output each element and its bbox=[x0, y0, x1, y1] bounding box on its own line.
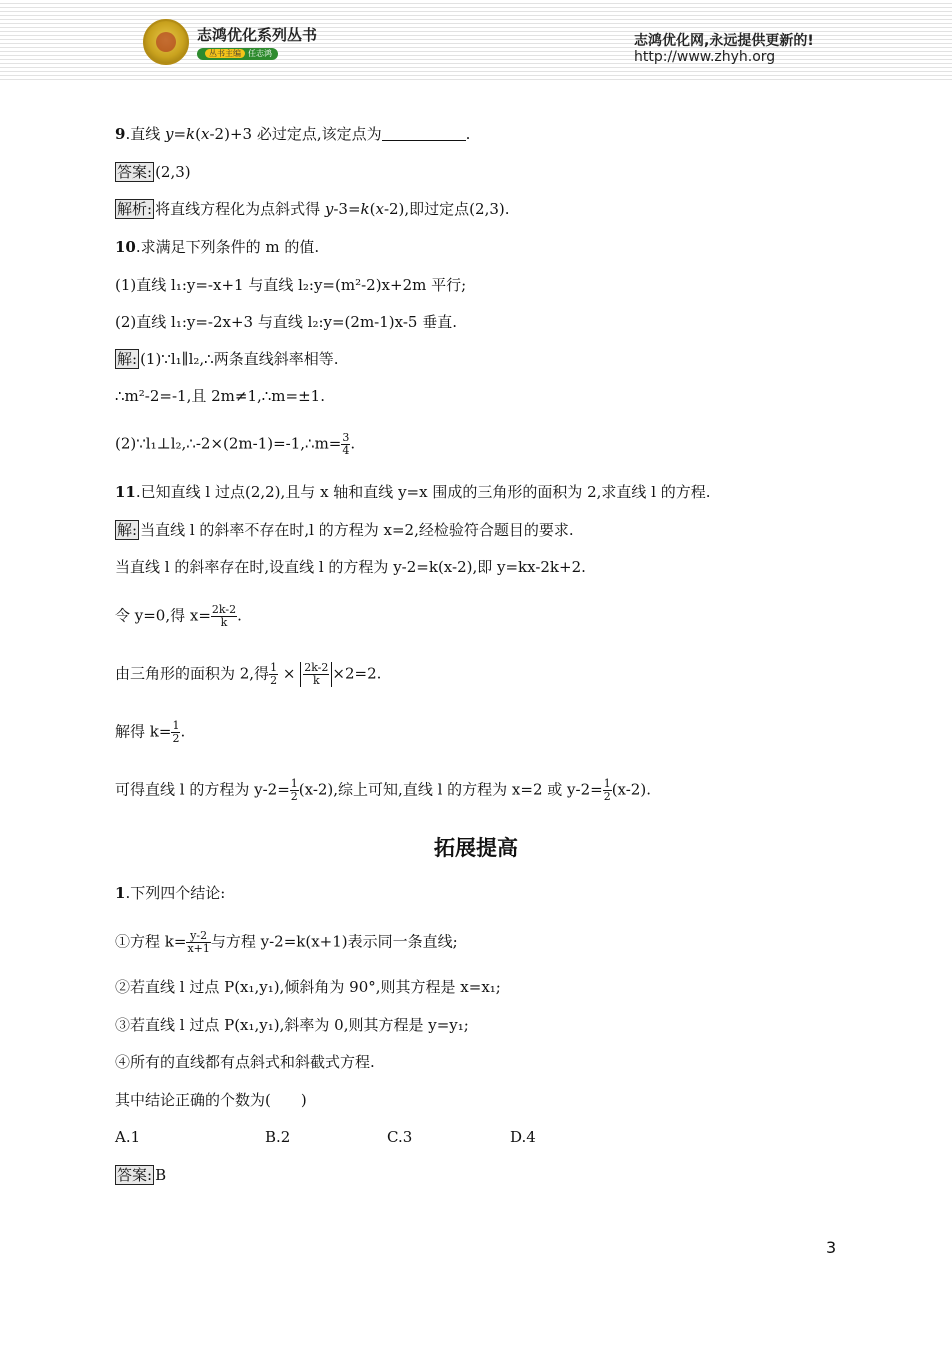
t1-conclusion-1 bbox=[115, 930, 458, 955]
q9-text-b: +3 必过定点,该定点为 bbox=[229, 125, 382, 143]
fraction bbox=[603, 778, 612, 803]
fraction-numerator: 1 bbox=[603, 777, 611, 790]
q11-solution-4-text-b: ×2=2. bbox=[332, 664, 382, 683]
brand-tag-editor-label: 丛书主编 bbox=[205, 49, 245, 58]
section-title: 拓展提高 bbox=[434, 836, 518, 860]
q11-solution-6-text-c: (x-2). bbox=[611, 780, 651, 799]
t1-question: 其中结论正确的个数为( ) bbox=[115, 1091, 307, 1109]
q10-solution-1-text: (1)∵l₁∥l₂,∴两条直线斜率相等. bbox=[140, 350, 339, 368]
t1-conclusion-2: ②若直线 l 过点 P(x₁,y₁),倾斜角为 90°,则其方程是 x=x₁; bbox=[115, 978, 501, 996]
t1-stem-text: .下列四个结论: bbox=[125, 884, 226, 902]
q10-solution-2: ∴m²-2=-1,且 2m≠1,∴m=±1. bbox=[115, 387, 325, 405]
fraction-numerator: 2k-2 bbox=[304, 661, 329, 674]
brand-tag-editor-name: 任志鸿 bbox=[248, 49, 272, 58]
t1-number: 1 bbox=[115, 884, 126, 902]
solution-label: 解: bbox=[117, 350, 138, 368]
q11-solution-5-text: 解得 k= bbox=[115, 722, 172, 741]
q11-solution-3: 令 y=0,得 x= $\frac{2k-2}{k}$ . bbox=[115, 603, 242, 629]
solution-label: 解: bbox=[117, 521, 138, 539]
fraction-denominator: x+1 bbox=[187, 942, 210, 955]
q11-solution-4: 由三角形的面积为 2,得 $\frac{1}{2}$ × $\frac{2k-2}{k}$ ×2=2. bbox=[115, 661, 382, 687]
header-url[interactable]: http://www.zhyh.org bbox=[634, 49, 776, 65]
q10-part1: (1)直线 l₁:y=-x+1 与直线 l₂:y=(m²-2)x+2m 平行; bbox=[115, 276, 467, 294]
brand-subtitle bbox=[197, 48, 278, 60]
fraction-denominator: k bbox=[312, 674, 320, 687]
fraction bbox=[171, 720, 180, 745]
brand-title: 志鸿优化系列丛书 bbox=[197, 26, 318, 44]
answer-label: 答案: bbox=[117, 1166, 153, 1184]
q10-solution-3-text: (2)∵l₁⊥l₂,∴-2×(2m-1)=-1,∴m= bbox=[115, 434, 342, 453]
q9-text-a: .直线 bbox=[125, 125, 165, 143]
q11-solution-6-text-a: 可得直线 l 的方程为 y-2= bbox=[115, 780, 290, 799]
fraction bbox=[269, 662, 278, 687]
q9-number: 9 bbox=[115, 125, 126, 143]
t1-conclusion-1-text-b: 与方程 y-2=k(x+1)表示同一条直线; bbox=[210, 932, 458, 951]
q9-analysis: 解析: 将直线方程化为点斜式得 y-3=k(x-2),即过定点(2,3). bbox=[117, 200, 510, 218]
t1-conclusion-4: ④所有的直线都有点斜式和斜截式方程. bbox=[115, 1053, 375, 1071]
fraction-numerator: 1 bbox=[270, 661, 278, 674]
fraction-denominator: 2 bbox=[172, 732, 180, 745]
fraction bbox=[186, 930, 210, 955]
fraction-numerator: 1 bbox=[290, 777, 298, 790]
fraction-denominator: 2 bbox=[290, 790, 298, 803]
q11-solution-6 bbox=[115, 778, 651, 803]
fraction-denominator: 2 bbox=[603, 790, 611, 803]
q11-solution-1 bbox=[115, 520, 574, 540]
fraction-numerator: 3 bbox=[342, 431, 350, 444]
q9-blank bbox=[382, 126, 466, 141]
q10-stem-text: .求满足下列条件的 m 的值. bbox=[135, 238, 320, 256]
q9-analysis-a: 将直线方程化为点斜式得 bbox=[155, 200, 325, 218]
q11-stem bbox=[115, 482, 711, 502]
t1-choices bbox=[115, 1128, 615, 1148]
fraction bbox=[303, 662, 329, 687]
q10-solution-3: (2)∵l₁⊥l₂,∴-2×(2m-1)=-1,∴m= $\frac{3}{4}$ . bbox=[115, 431, 356, 457]
t1-conclusion-3: ③若直线 l 过点 P(x₁,y₁),斜率为 0,则其方程是 y=y₁; bbox=[115, 1016, 469, 1034]
header-slogan: 志鸿优化网,永远提供更新的! bbox=[634, 33, 814, 49]
choice-b[interactable]: B.2 bbox=[265, 1128, 291, 1146]
q10-part2: (2)直线 l₁:y=-2x+3 与直线 l₂:y=(2m-1)x-5 垂直. bbox=[115, 313, 457, 331]
t1-conclusion-1-text-a: ①方程 k= bbox=[115, 932, 187, 951]
q11-solution-3-text: 令 y=0,得 x= bbox=[115, 606, 211, 625]
absolute-value bbox=[300, 662, 332, 687]
choice-a[interactable]: A.1 bbox=[115, 1128, 141, 1146]
analysis-label: 解析: bbox=[117, 200, 153, 218]
t1-answer-value: B bbox=[155, 1166, 167, 1184]
choice-d[interactable]: D.4 bbox=[510, 1128, 536, 1146]
fraction-numerator: y-2 bbox=[186, 930, 210, 943]
page-number: 3 bbox=[826, 1238, 837, 1257]
fraction-denominator: 4 bbox=[342, 444, 350, 457]
q10-stem bbox=[115, 237, 319, 257]
fraction-numerator: 1 bbox=[172, 719, 180, 732]
fraction-numerator: 2k-2 bbox=[211, 603, 237, 616]
fraction bbox=[290, 778, 299, 803]
q9-answer bbox=[115, 162, 191, 182]
q10-number: 10 bbox=[115, 238, 136, 256]
q11-solution-4-text-a: 由三角形的面积为 2,得 bbox=[115, 664, 270, 683]
fraction-denominator: k bbox=[220, 616, 228, 629]
fraction bbox=[211, 604, 237, 629]
q11-stem-text: .已知直线 l 过点(2,2),且与 x 轴和直线 y=x 围成的三角形的面积为 2,求直线 l 的方程. bbox=[135, 483, 711, 501]
q11-number: 11 bbox=[115, 483, 136, 501]
t1-answer bbox=[115, 1165, 166, 1185]
q9-answer-value: (2,3) bbox=[155, 163, 191, 181]
q11-solution-2: 当直线 l 的斜率存在时,设直线 l 的方程为 y-2=k(x-2),即 y=kx-2k+2. bbox=[115, 558, 586, 576]
q9-stem: 9.直线 y=k(x-2)+3 必过定点,该定点为 . bbox=[115, 125, 471, 143]
fraction bbox=[341, 432, 350, 457]
page-header bbox=[0, 0, 952, 82]
q11-solution-5: 解得 k= $\frac{1}{2}$ . bbox=[115, 719, 186, 745]
q11-solution-6-text-b: (x-2),综上可知,直线 l 的方程为 x=2 或 y-2= bbox=[298, 780, 603, 799]
q9-analysis-b: ,即过定点(2,3). bbox=[404, 200, 510, 218]
answer-label: 答案: bbox=[117, 163, 153, 181]
q11-solution-1-text: 当直线 l 的斜率不存在时,l 的方程为 x=2,经检验符合题目的要求. bbox=[140, 521, 574, 539]
fraction-denominator: 2 bbox=[270, 674, 278, 687]
choice-c[interactable]: C.3 bbox=[387, 1128, 413, 1146]
publisher-logo bbox=[143, 19, 189, 65]
q10-solution-1 bbox=[115, 349, 338, 369]
t1-stem bbox=[115, 883, 225, 903]
